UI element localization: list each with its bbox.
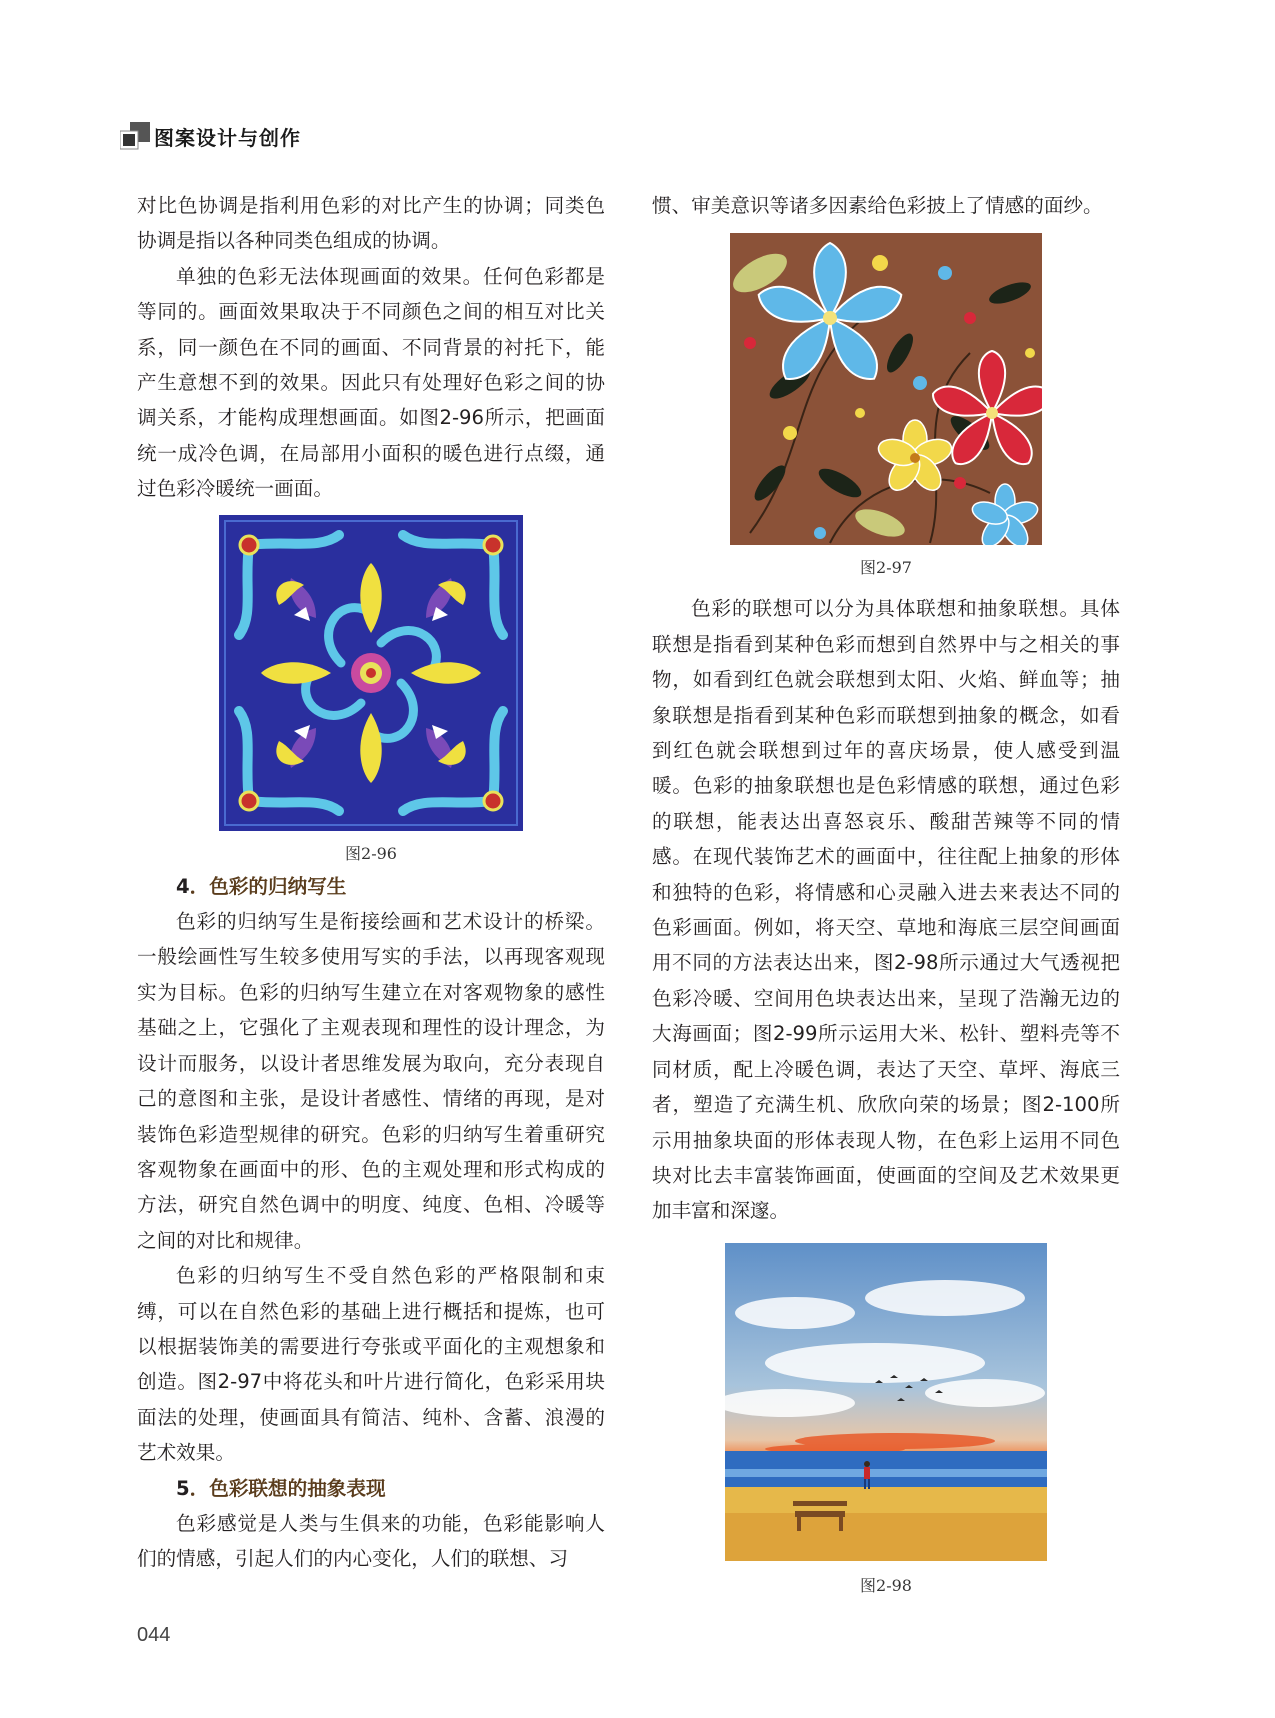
paragraph: 色彩的归纳写生不受自然色彩的严格限制和束缚，可以在自然色彩的基础上进行概括和提炼，也可以根据装饰美的需要进行夸张或平面化的主观想象和创造。图2-97中将花头和叶片进行简化，色彩采用块面法的处理，使画面具有简洁、纯朴、含蓄、浪漫的艺术效果。	[137, 1264, 605, 1465]
header-logo-icon	[120, 122, 150, 150]
figure-2-96	[137, 515, 605, 865]
paragraph: 色彩的归纳写生是衔接绘画和艺术设计的桥梁。一般绘画性写生较多使用写实的手法，以再现客观现实为目标。色彩的归纳写生建立在对客观物象的感性基础之上，它强化了主观表现和理性的设计理念，为设计而服务，以设计者思维发展为取向，充分表现自己的意图和主张，是设计者感性、情绪的再现，是对装饰色彩造型规律的研究。色彩的归纳写生着重研究客观物象在画面中的形、色的主观处理和形式构成的方法，研究自然色调中的明度、纯度、色相、冷暖等之间的对比和规律。	[137, 910, 605, 1252]
paragraph: 色彩的联想可以分为具体联想和抽象联想。具体联想是指看到某种色彩而想到自然界中与之相关的事物，如看到红色就会联想到太阳、火焰、鲜血等；抽象联想是指看到某种色彩而联想到抽象的概念，如看到红色就会联想到过年的喜庆场景，使人感受到温暖。色彩的抽象联想也是色彩情感的联想，通过色彩的联想，能表达出喜怒哀乐、酸甜苦辣等不同的情感。在现代装饰艺术的画面中，往往配上抽象的形体和独特的色彩，将情感和心灵融入进去来表达不同的色彩画面。例如，将天空、草地和海底三层空间画面用不同的方法表达出来，图2-98所示通过大气透视把色彩冷暖、空间用色块表达出来，呈现了浩瀚无边的大海画面；图2-99所示运用大米、松针、塑料壳等不同材质，配上冷暖色调，表达了天空、草坪、海底三者，塑造了充满生机、欣欣向荣的场景；图2-100所示用抽象块面的形体表现人物，在色彩上运用不同色块对比去丰富装饰画面，使画面的空间及艺术效果更加丰富和深邃。	[652, 597, 1120, 1223]
book-title: 图案设计与创作	[154, 126, 301, 150]
left-column	[137, 188, 605, 1577]
paragraph: 对比色协调是指利用色彩的对比产生的协调；同类色协调是指以各种同类色组成的协调。	[137, 194, 605, 253]
right-column	[652, 188, 1120, 1597]
figure-caption: 图2-96	[345, 843, 397, 863]
page-number: 044	[137, 1624, 171, 1646]
paragraph: 惯、审美意识等诸多因素给色彩披上了情感的面纱。	[652, 194, 1103, 217]
figure-caption: 图2-98	[860, 1575, 912, 1595]
heading-text: ．色彩联想的抽象表现	[189, 1476, 386, 1500]
seascape-painting-image	[725, 1243, 1047, 1561]
section-heading-4	[137, 869, 605, 904]
section-heading-5	[137, 1471, 605, 1506]
heading-number: 4	[176, 874, 190, 898]
paragraph: 单独的色彩无法体现画面的效果。任何色彩都是等同的。画面效果取决于不同颜色之间的相互对比关系，同一颜色在不同的画面、不同背景的衬托下，能产生意想不到的效果。因此只有处理好色彩之间的协调关系，才能构成理想画面。如图2-96所示，把画面统一成冷色调，在局部用小面积的暖色进行点缀，通过色彩冷暖统一画面。	[137, 264, 605, 501]
figure-2-98	[652, 1243, 1120, 1597]
paragraph: 色彩感觉是人类与生俱来的功能，色彩能影响人们的情感，引起人们的内心变化，人们的联想、习	[137, 1511, 605, 1571]
heading-text: ．色彩的归纳写生	[189, 874, 347, 898]
heading-number: 5	[176, 1476, 190, 1500]
floral-painting-image	[730, 233, 1042, 545]
figure-caption: 图2-97	[860, 558, 912, 578]
pattern-tile-image	[219, 515, 523, 831]
figure-2-97	[652, 233, 1120, 579]
